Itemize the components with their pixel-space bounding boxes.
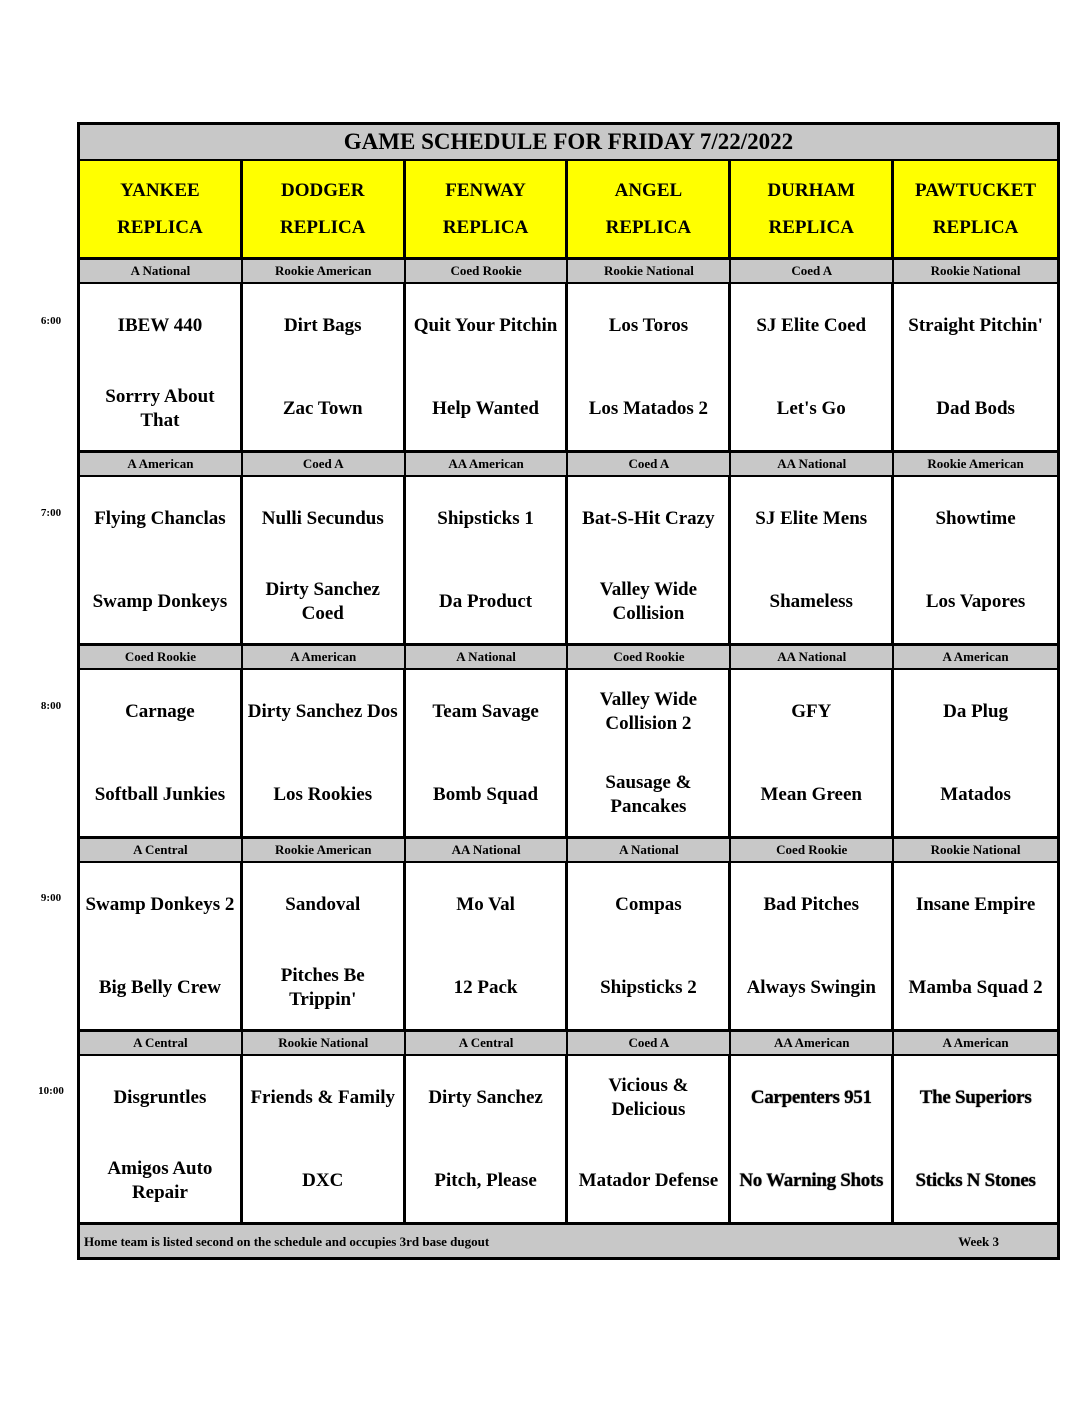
game-cell bbox=[243, 1056, 406, 1222]
field-subtitle: REPLICA bbox=[768, 217, 854, 238]
game-cell bbox=[243, 284, 406, 450]
home-team: 12 Pack bbox=[453, 976, 518, 998]
home-team: Sausage & Pancakes bbox=[605, 771, 692, 817]
away-team: Friends & Family bbox=[250, 1086, 396, 1108]
home-team: Los Vapores bbox=[925, 590, 1026, 612]
time-slots bbox=[80, 260, 1057, 1225]
division-label: Coed Rookie bbox=[406, 260, 569, 282]
away-team: Valley Wide Collision 2 bbox=[599, 688, 698, 734]
home-team: Dirty Sanchez Coed bbox=[265, 578, 380, 624]
field-name: FENWAY bbox=[445, 180, 526, 201]
division-label: A American bbox=[894, 1032, 1057, 1054]
division-label: Coed A bbox=[568, 453, 731, 475]
division-label: Rookie American bbox=[894, 453, 1057, 475]
division-label: Rookie American bbox=[243, 260, 406, 282]
game-cell bbox=[406, 477, 569, 643]
game-cell bbox=[731, 1056, 894, 1222]
home-team: No Warning Shots bbox=[739, 1169, 884, 1191]
away-team: IBEW 440 bbox=[117, 314, 203, 336]
game-cell bbox=[731, 863, 894, 1029]
field-name: DURHAM bbox=[767, 180, 856, 201]
away-team: Quit Your Pitchin bbox=[413, 314, 558, 336]
home-team: Matador Defense bbox=[578, 1169, 719, 1191]
time-label: 10:00 bbox=[38, 1085, 64, 1097]
away-team: Straight Pitchin' bbox=[908, 314, 1043, 336]
games-row bbox=[80, 670, 1057, 839]
field-header-yankee bbox=[80, 161, 243, 257]
home-team: Sticks N Stones bbox=[915, 1169, 1036, 1191]
home-team: Let's Go bbox=[776, 397, 846, 419]
game-cell bbox=[568, 670, 731, 836]
week-label: Week 3 bbox=[958, 1234, 999, 1249]
game-cell bbox=[894, 477, 1057, 643]
field-subtitle: REPLICA bbox=[932, 217, 1019, 238]
division-label: AA American bbox=[731, 1032, 894, 1054]
field-name: DODGER bbox=[281, 180, 365, 201]
game-cell bbox=[243, 863, 406, 1029]
division-label: Rookie National bbox=[243, 1032, 406, 1054]
away-team: Dirty Sanchez Dos bbox=[247, 700, 398, 722]
away-team: Sandoval bbox=[285, 893, 361, 915]
home-team: Mean Green bbox=[760, 783, 862, 805]
away-team: Compas bbox=[615, 893, 682, 915]
home-team: Dad Bods bbox=[936, 397, 1015, 419]
game-cell bbox=[731, 284, 894, 450]
away-team: Flying Chanclas bbox=[94, 507, 226, 529]
away-team: Disgruntles bbox=[113, 1086, 207, 1108]
games-row bbox=[80, 1056, 1057, 1225]
home-team: Los Matados 2 bbox=[588, 397, 709, 419]
home-team: Pitch, Please bbox=[434, 1169, 537, 1191]
home-team: Matados bbox=[940, 783, 1011, 805]
game-cell bbox=[568, 477, 731, 643]
home-team: Zac Town bbox=[282, 397, 363, 419]
division-label: A Central bbox=[80, 1032, 243, 1054]
game-cell bbox=[894, 670, 1057, 836]
away-team: The Superiors bbox=[919, 1086, 1032, 1108]
home-team: Always Swingin bbox=[746, 976, 876, 998]
away-team: Team Savage bbox=[432, 700, 539, 722]
footer-note: Home team is listed second on the schedule and occupies 3rd base dugout bbox=[84, 1234, 490, 1249]
away-team: Dirty Sanchez bbox=[428, 1086, 543, 1108]
schedule-title: GAME SCHEDULE FOR FRIDAY 7/22/2022 bbox=[80, 125, 1057, 161]
field-name: ANGEL bbox=[614, 180, 683, 201]
away-team: Bad Pitches bbox=[763, 893, 859, 915]
game-cell bbox=[568, 284, 731, 450]
away-team: Carpenters 951 bbox=[750, 1086, 872, 1108]
division-label: Coed Rookie bbox=[568, 646, 731, 668]
division-row bbox=[80, 260, 1057, 284]
home-team: Da Product bbox=[439, 590, 533, 612]
home-team: Shameless bbox=[769, 590, 853, 612]
field-header-pawtucket bbox=[894, 161, 1057, 257]
division-label: Coed Rookie bbox=[80, 646, 243, 668]
game-cell bbox=[243, 670, 406, 836]
away-team: Mo Val bbox=[456, 893, 515, 915]
game-cell bbox=[406, 863, 569, 1029]
division-label: Coed A bbox=[568, 1032, 731, 1054]
away-team: Carnage bbox=[125, 700, 195, 722]
home-team: Swamp Donkeys bbox=[92, 590, 228, 612]
game-cell bbox=[731, 670, 894, 836]
game-cell bbox=[80, 284, 243, 450]
away-team: Los Toros bbox=[608, 314, 689, 336]
away-team: Da Plug bbox=[943, 700, 1009, 722]
home-team: Amigos Auto Repair bbox=[107, 1157, 213, 1203]
field-header-fenway bbox=[406, 161, 569, 257]
division-label: Rookie American bbox=[243, 839, 406, 861]
away-team: Nulli Secundus bbox=[261, 507, 384, 529]
time-label: 7:00 bbox=[40, 507, 62, 519]
division-label: Coed A bbox=[731, 260, 894, 282]
away-team: Insane Empire bbox=[915, 893, 1036, 915]
field-name: PAWTUCKET bbox=[915, 180, 1037, 201]
game-cell bbox=[894, 863, 1057, 1029]
schedule-table bbox=[77, 122, 1060, 1260]
away-team: GFY bbox=[791, 700, 832, 722]
away-team: Bat-S-Hit Crazy bbox=[582, 507, 715, 529]
division-label: AA National bbox=[731, 453, 894, 475]
game-cell bbox=[731, 477, 894, 643]
footer-row bbox=[80, 1225, 1057, 1257]
division-label: AA National bbox=[406, 839, 569, 861]
division-label: Rookie National bbox=[894, 260, 1057, 282]
field-name: YANKEE bbox=[120, 180, 200, 201]
game-cell bbox=[406, 670, 569, 836]
division-label: A Central bbox=[406, 1032, 569, 1054]
field-header-durham bbox=[731, 161, 894, 257]
division-label: A American bbox=[894, 646, 1057, 668]
division-label: A Central bbox=[80, 839, 243, 861]
game-cell bbox=[80, 863, 243, 1029]
home-team: DXC bbox=[302, 1169, 344, 1191]
game-cell bbox=[80, 670, 243, 836]
away-team: Shipsticks 1 bbox=[437, 507, 534, 529]
away-team: SJ Elite Mens bbox=[755, 507, 868, 529]
home-team: Sorrry About That bbox=[105, 385, 215, 431]
games-row bbox=[80, 863, 1057, 1032]
home-team: Pitches Be Trippin' bbox=[280, 964, 365, 1010]
division-row bbox=[80, 646, 1057, 670]
division-label: A American bbox=[80, 453, 243, 475]
away-team: Vicious & Delicious bbox=[608, 1074, 689, 1120]
home-team: Mamba Squad 2 bbox=[908, 976, 1043, 998]
division-row bbox=[80, 1032, 1057, 1056]
field-subtitle: REPLICA bbox=[279, 217, 366, 238]
game-cell bbox=[406, 284, 569, 450]
game-cell bbox=[568, 863, 731, 1029]
game-cell bbox=[894, 1056, 1057, 1222]
game-cell bbox=[894, 284, 1057, 450]
home-team: Help Wanted bbox=[432, 397, 539, 419]
home-team: Shipsticks 2 bbox=[600, 976, 697, 998]
away-team: Swamp Donkeys 2 bbox=[85, 893, 235, 915]
division-label: A American bbox=[243, 646, 406, 668]
field-subtitle: REPLICA bbox=[117, 217, 203, 238]
games-row bbox=[80, 284, 1057, 453]
away-team: Showtime bbox=[935, 507, 1016, 529]
time-label: 8:00 bbox=[40, 700, 62, 712]
field-header-dodger bbox=[243, 161, 406, 257]
away-team: Dirt Bags bbox=[283, 314, 362, 336]
away-team: SJ Elite Coed bbox=[756, 314, 867, 336]
time-label: 9:00 bbox=[40, 892, 62, 904]
division-label: A National bbox=[80, 260, 243, 282]
division-row bbox=[80, 839, 1057, 863]
division-label: A National bbox=[568, 839, 731, 861]
game-cell bbox=[243, 477, 406, 643]
field-subtitle: REPLICA bbox=[442, 217, 529, 238]
game-cell bbox=[568, 1056, 731, 1222]
home-team: Big Belly Crew bbox=[98, 976, 221, 998]
division-label: A National bbox=[406, 646, 569, 668]
game-cell bbox=[406, 1056, 569, 1222]
time-label: 6:00 bbox=[40, 315, 62, 327]
field-header-angel bbox=[568, 161, 731, 257]
home-team: Los Rookies bbox=[273, 783, 373, 805]
field-header-row bbox=[80, 161, 1057, 260]
division-label: Rookie National bbox=[568, 260, 731, 282]
game-cell bbox=[80, 1056, 243, 1222]
home-team: Bomb Squad bbox=[433, 783, 539, 805]
division-label: Coed Rookie bbox=[731, 839, 894, 861]
field-subtitle: REPLICA bbox=[605, 217, 692, 238]
division-label: AA American bbox=[406, 453, 569, 475]
home-team: Softball Junkies bbox=[94, 783, 226, 805]
division-label: Coed A bbox=[243, 453, 406, 475]
division-label: Rookie National bbox=[894, 839, 1057, 861]
division-label: AA National bbox=[731, 646, 894, 668]
game-cell bbox=[80, 477, 243, 643]
division-row bbox=[80, 453, 1057, 477]
home-team: Valley Wide Collision bbox=[599, 578, 698, 624]
games-row bbox=[80, 477, 1057, 646]
